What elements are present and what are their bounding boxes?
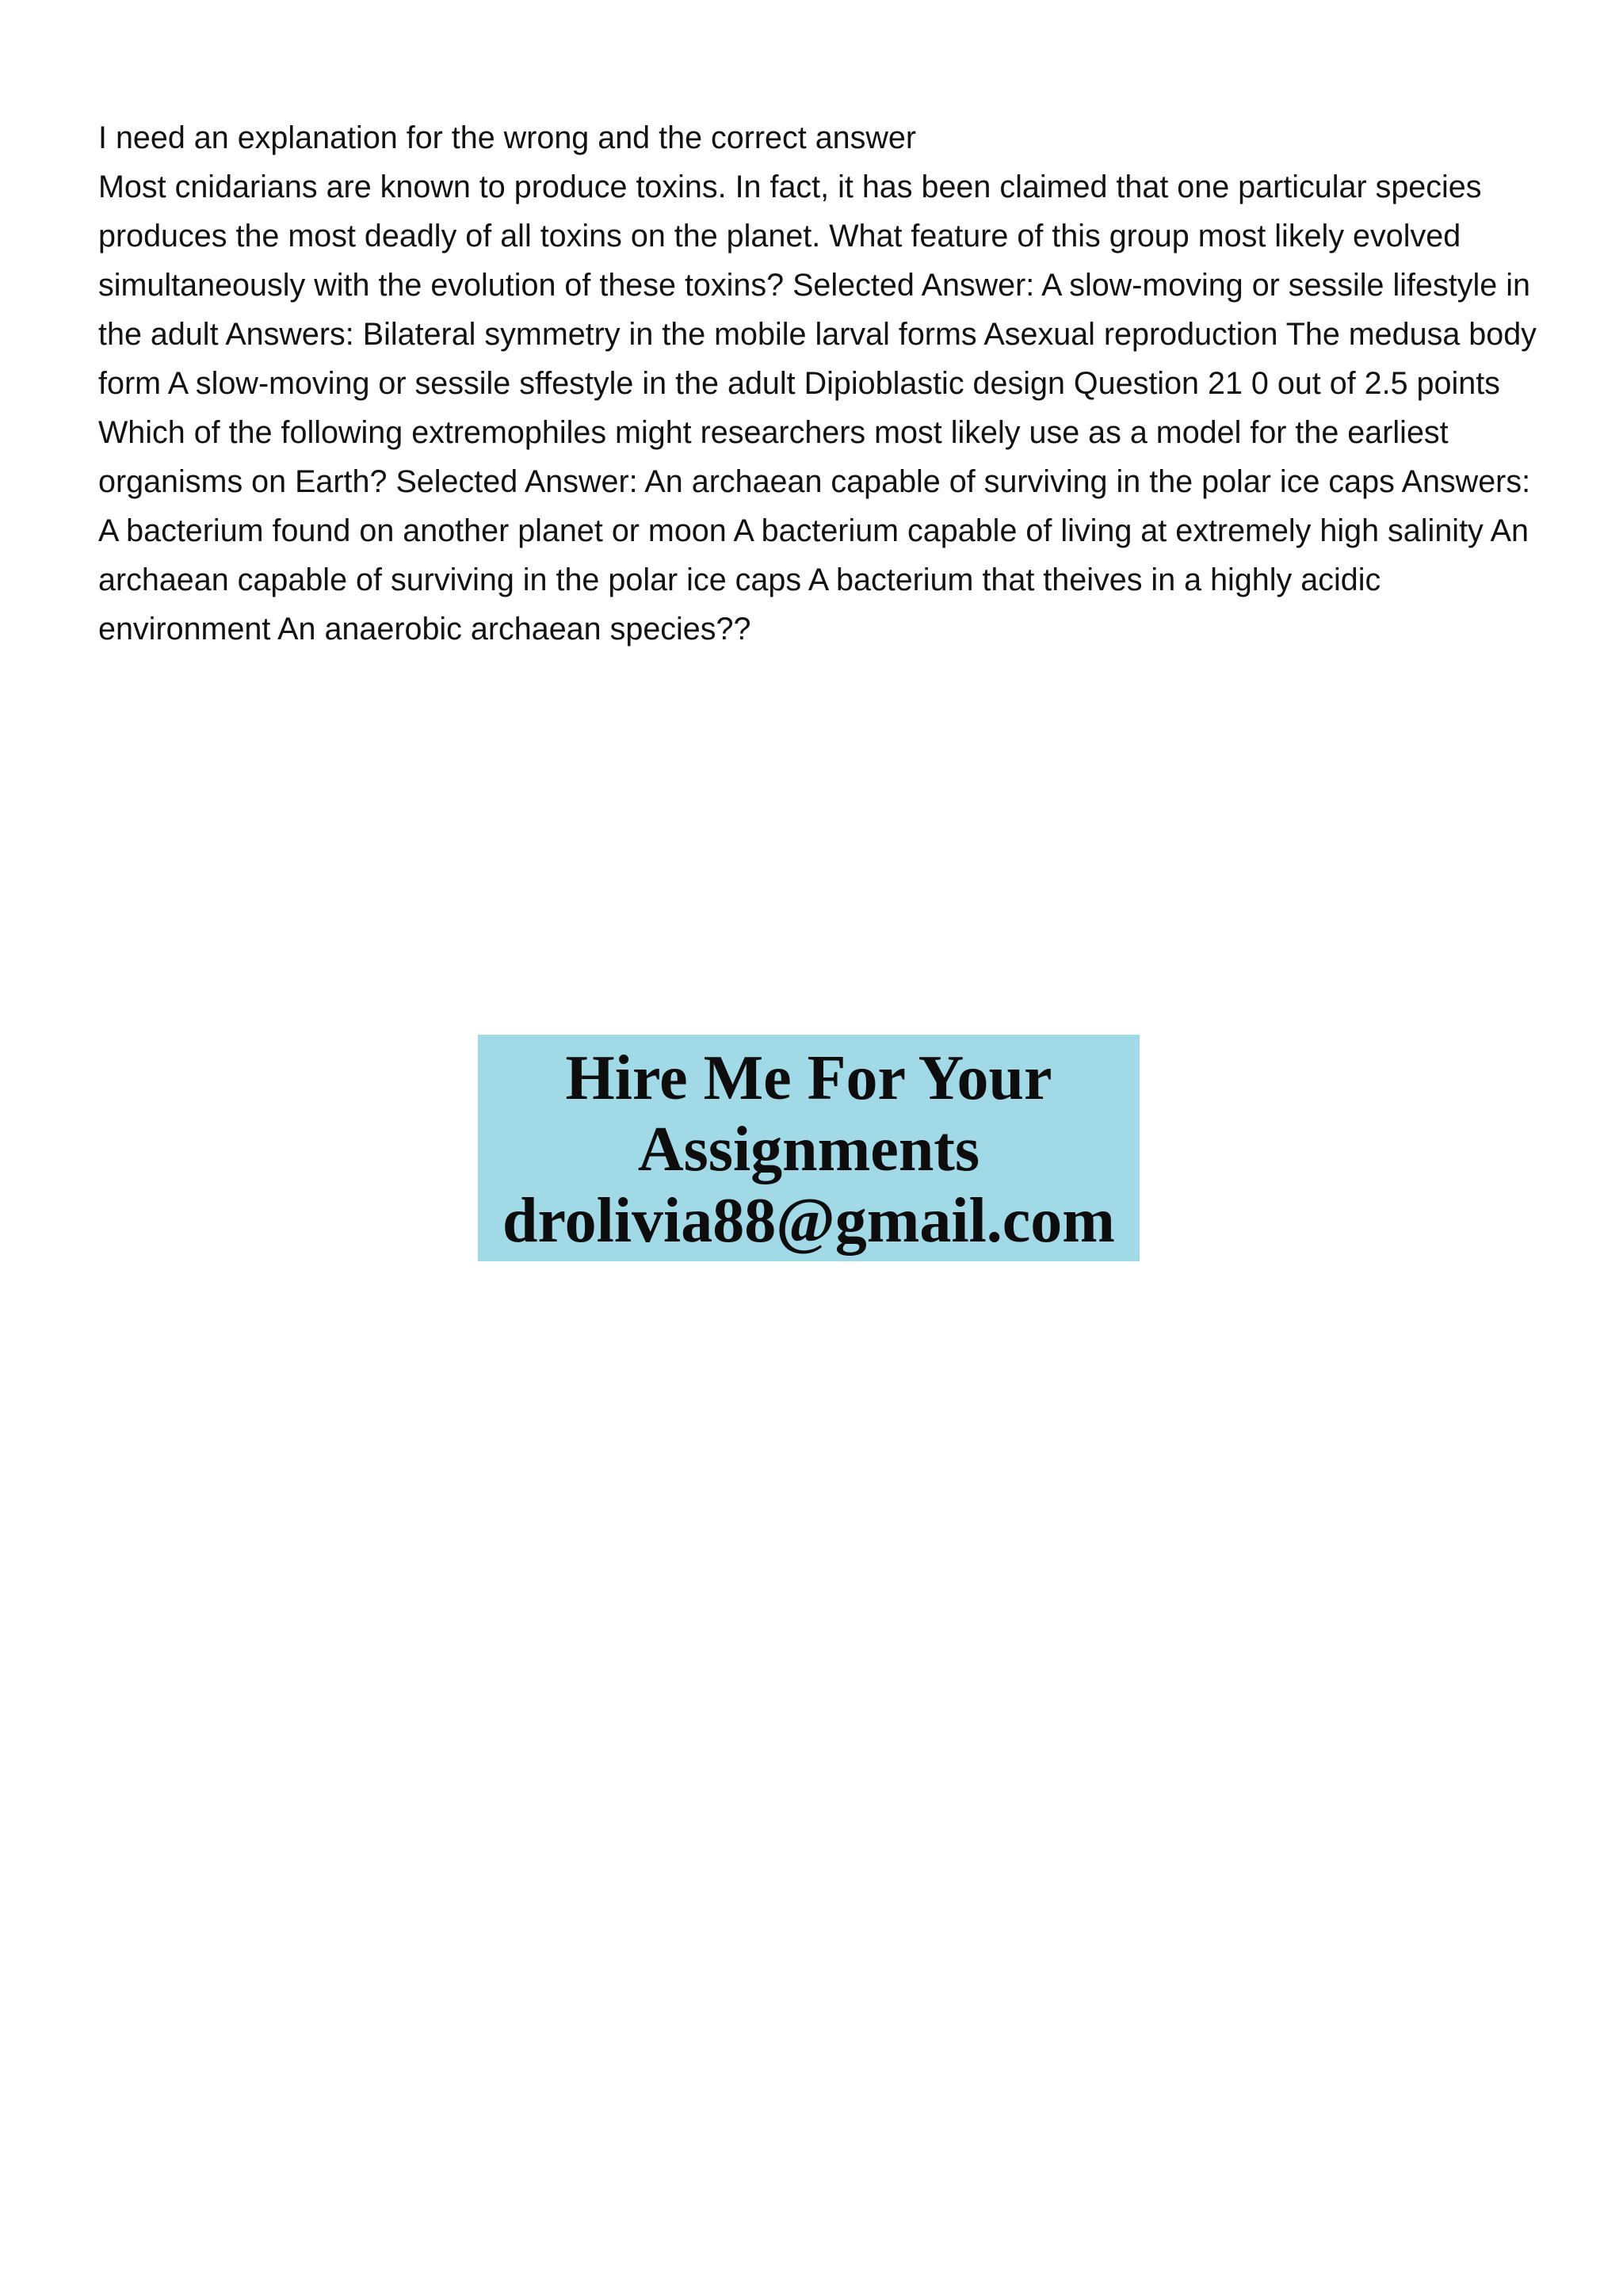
- question-heading: I need an explanation for the wrong and the correct answer: [98, 120, 917, 155]
- question-text-block: [98, 113, 1541, 654]
- banner-email: drolivia88@gmail.com: [502, 1186, 1115, 1256]
- advertisement-banner: [478, 1035, 1140, 1261]
- question-body: Most cnidarians are known to produce toxins. In fact, it has been claimed that one particular species produces the most deadly of all toxins on the planet. What feature of this group most likely evolved simultaneously with the evolution of these toxins? Selected Answer: A slow-moving or sessile lifestyle in the adult Answers: Bilateral symmetry in the mobile larval forms Asexual reproduction The medusa body form A slow-moving or sessile sffestyle in the adult Dipioblastic design Question 21 0 out of 2.5 points Which of the following extremophiles might researchers most likely use as a model for the earliest organisms on Earth? Selected Answer: An archaean capable of surviving in the polar ice caps Answers: A bacterium found on another planet or moon A bacterium capable of living at extremely high salinity An archaean capable of surviving in the polar ice caps A bacterium that theives in a highly acidic environment An anaerobic archaean species??: [98, 170, 1537, 646]
- banner-subheadline: Assignments: [637, 1115, 980, 1184]
- banner-headline: Hire Me For Your: [565, 1043, 1052, 1113]
